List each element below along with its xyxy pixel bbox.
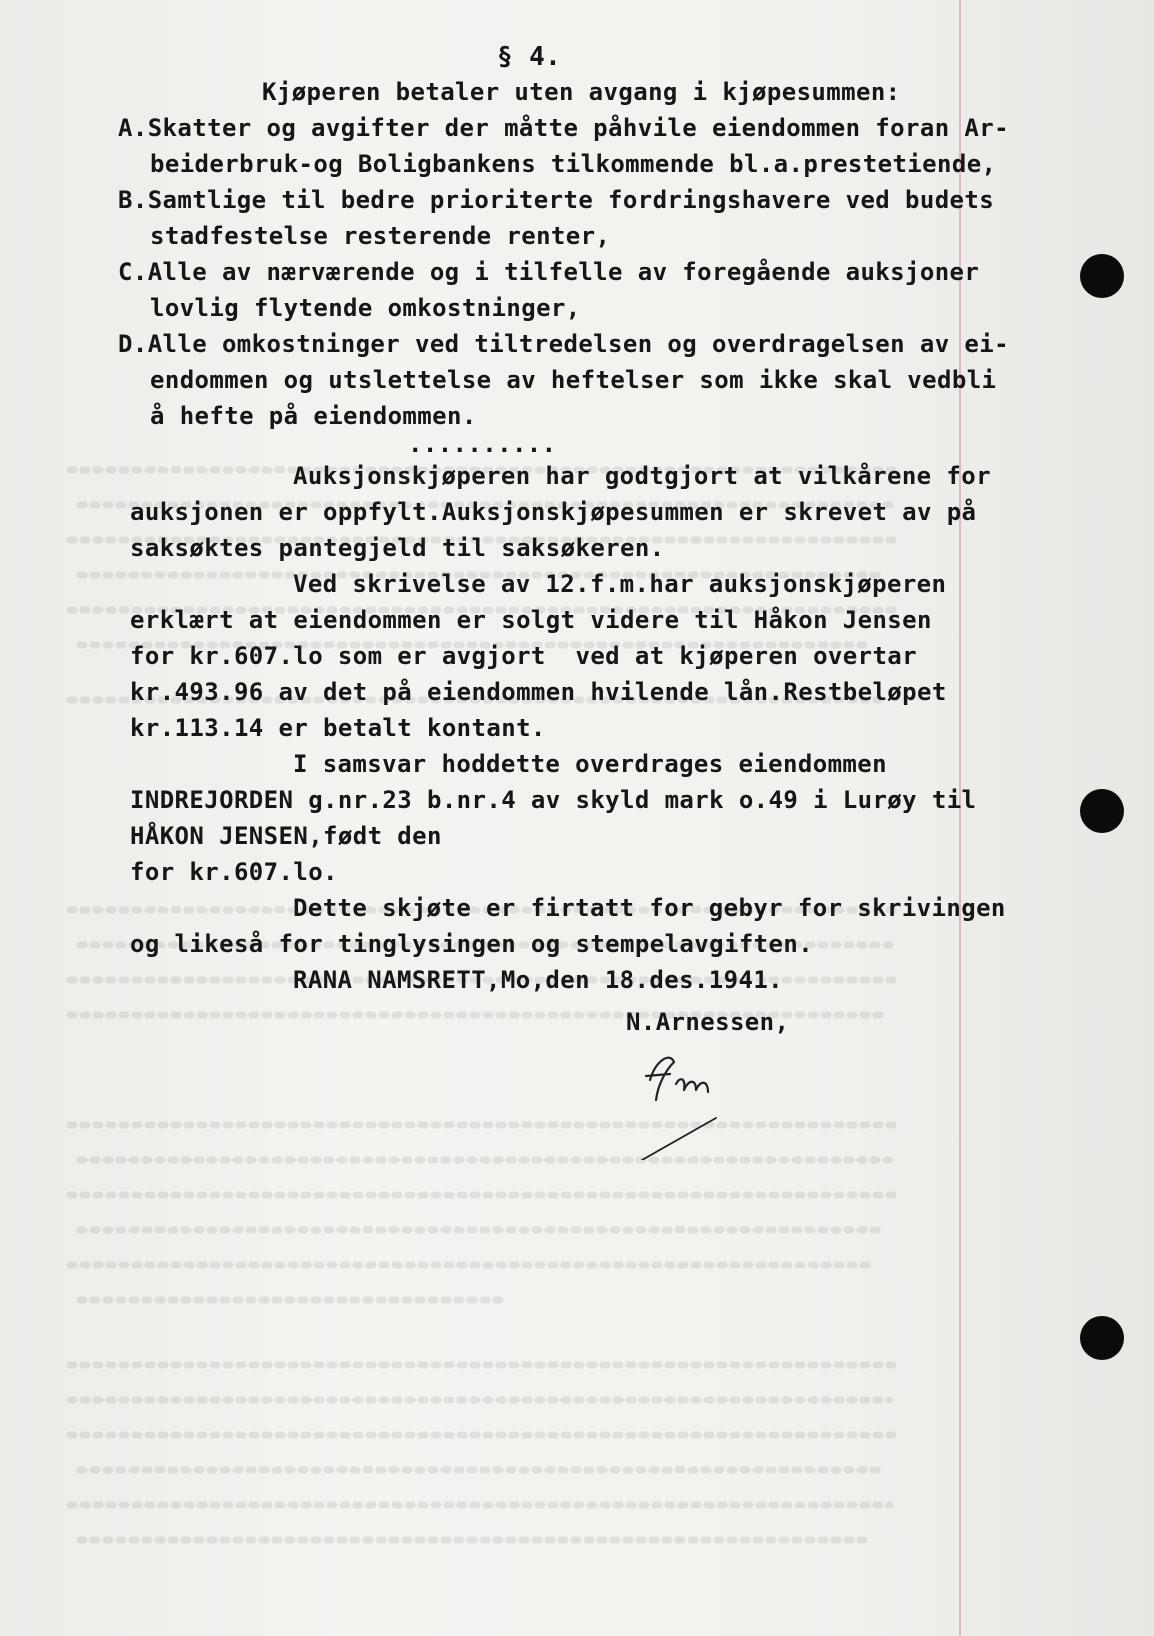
item-line: å hefte på eiendommen. (150, 402, 477, 430)
item-line: D.Alle omkostninger ved tiltredelsen og overdragelsen av ei- (118, 330, 1009, 358)
body-line: HÅKON JENSEN,født den (130, 822, 442, 850)
signatory-name: N.Arnessen, (626, 1008, 790, 1036)
item-line: A.Skatter og avgifter der måtte påhvile eiendommen foran Ar- (118, 114, 1009, 142)
body-line: Auksjonskjøperen har godtgjort at vilkårene for (293, 462, 991, 490)
item-line: beiderbruk-og Boligbankens tilkommende bl.a.prestetiende, (150, 150, 997, 178)
body-line: kr.493.96 av det på eiendommen hvilende lån.Restbeløpet (130, 678, 947, 706)
item-line: lovlig flytende omkostninger, (150, 294, 581, 322)
item-line: C.Alle av nærværende og i tilfelle av foregående auksjoner (118, 258, 980, 286)
item-line: B.Samtlige til bedre prioriterte fordringshavere ved budets (118, 186, 995, 214)
body-line: auksjonen er oppfylt.Auksjonskjøpesummen er skrevet av på (130, 498, 977, 526)
separator: .......... (408, 430, 557, 458)
body-line: saksøktes pantegjeld til saksøkeren. (130, 534, 665, 562)
body-line: erklært at eiendommen er solgt videre til Håkon Jensen (130, 606, 932, 634)
item-line: stadfestelse resterende renter, (150, 222, 611, 250)
section-heading: § 4. (497, 42, 562, 72)
body-line: for kr.607.lo. (130, 858, 338, 886)
body-line: og likeså for tinglysingen og stempelavgiften. (130, 930, 814, 958)
body-line: kr.113.14 er betalt kontant. (130, 714, 546, 742)
body-line: for kr.607.lo som er avgjort ved at kjøperen overtar (130, 642, 918, 670)
body-line: INDREJORDEN g.nr.23 b.nr.4 av skyld mark o.49 i Lurøy til (130, 786, 977, 814)
paragraph-intro: Kjøperen betaler uten avgang i kjøpesummen: (262, 78, 901, 106)
item-line: endommen og utslettelse av heftelser som ikke skal vedbli (150, 366, 997, 394)
court-date-line: RANA NAMSRETT,Mo,den 18.des.1941. (293, 966, 784, 994)
body-line: Ved skrivelse av 12.f.m.har auksjonskjøperen (293, 570, 947, 598)
handwritten-initials (636, 1040, 756, 1160)
body-line: I samsvar hoddette overdrages eiendommen (293, 750, 887, 778)
body-line: Dette skjøte er firtatt for gebyr for skrivingen (293, 894, 1006, 922)
